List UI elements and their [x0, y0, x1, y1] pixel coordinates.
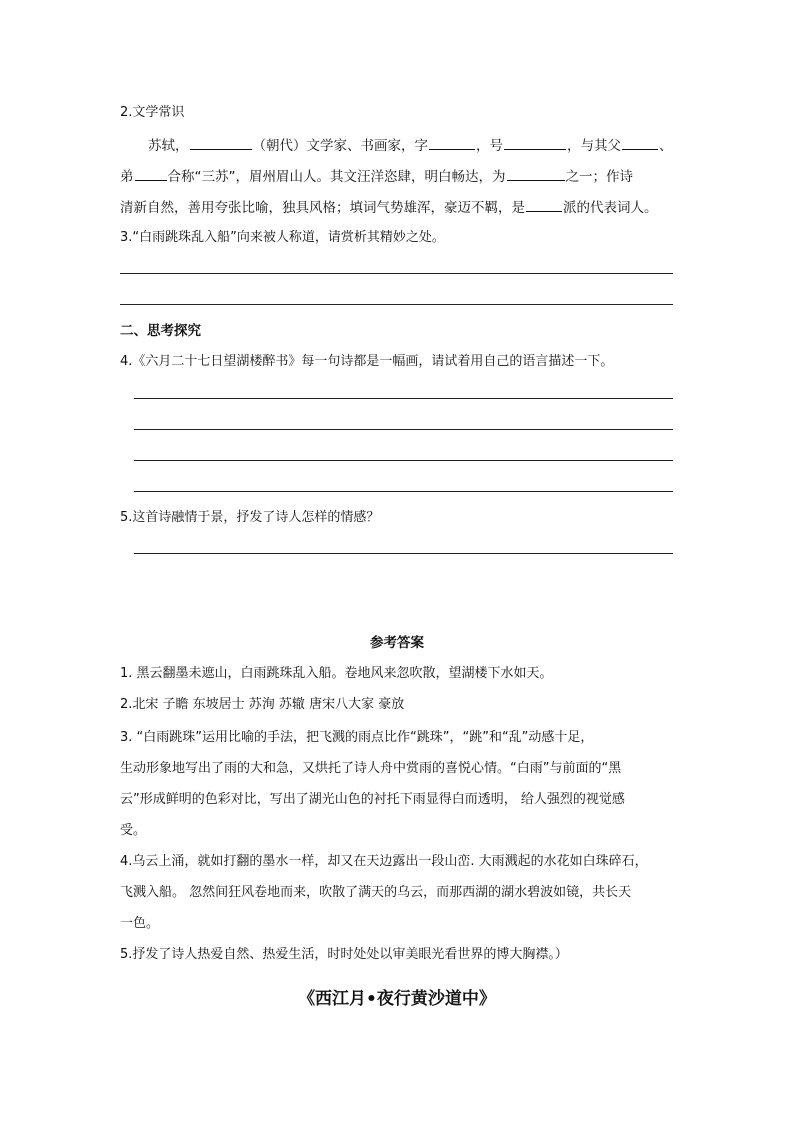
q2-heading: 2.文学常识	[120, 105, 185, 120]
q3-text: 3.“白雨跳珠乱入船”向来被人称道，请赏析其精妙之处。	[120, 230, 445, 245]
q4-answer-line-2[interactable]	[134, 429, 673, 430]
answer-3-line-4: 受。	[120, 823, 147, 838]
answer-4-line-1: 4.乌云上涌，就如打翻的墨水一样，却又在天边露出一段山峦. 大雨溅起的水花如白珠碎石，	[120, 854, 648, 869]
q5-answer-line[interactable]	[134, 553, 673, 554]
q5-text: 5.这首诗融情于景，抒发了诗人怎样的情感？	[120, 510, 380, 525]
q2-line1-a: 苏轼，	[148, 138, 189, 154]
answer-3-line-2: 生动形象地写出了雨的大和急，又烘托了诗人舟中赏雨的喜悦心情。“白雨”与前面的“黑	[120, 761, 622, 776]
blank-brother[interactable]	[135, 167, 167, 181]
q2-line1-e: 、	[659, 138, 673, 154]
blank-eight-masters[interactable]	[507, 167, 565, 181]
q2-line-1	[148, 136, 673, 155]
q4-text: 4.《六月二十七日望湖楼醉书》每一句诗都是一幅画，请试着用自己的语言描述一下。	[120, 354, 614, 369]
q3-answer-line-1[interactable]	[120, 273, 673, 274]
answers-heading: 参考答案	[370, 635, 424, 651]
next-poem-title: 《西江月•夜行黄沙道中》	[298, 989, 496, 1009]
section-heading-thinking: 二、思考探究	[120, 323, 201, 339]
q2-line1-c: ，号	[476, 138, 503, 154]
q4-answer-line-1[interactable]	[134, 398, 673, 399]
blank-pseudonym[interactable]	[504, 136, 566, 150]
q2-line2-b: 合称“三苏”，眉州眉山人。其文汪洋恣肆，明白畅达，为	[167, 169, 506, 185]
blank-school[interactable]	[526, 198, 562, 212]
q2-line-3	[120, 198, 658, 217]
q4-answer-line-3[interactable]	[134, 460, 673, 461]
q4-answer-line-4[interactable]	[134, 491, 673, 492]
answer-1: 1. 黑云翻墨未遮山，白雨跳珠乱入船。卷地风来忽吹散，望湖楼下水如天。	[120, 666, 553, 681]
blank-father[interactable]	[622, 136, 658, 150]
q2-line2-c: 之一；作诗	[565, 169, 633, 185]
answer-3-line-3: 云”形成鲜明的色彩对比，写出了湖光山色的衬托下雨显得白而透明， 给人强烈的视觉感	[120, 792, 625, 807]
q2-line1-b: （朝代）文学家、书画家，字	[252, 138, 428, 154]
q2-line3-a: 清新自然，善用夸张比喻，独具风格；填词气势雄浑，豪迈不羁，是	[120, 200, 525, 216]
q2-line1-d: ，与其父	[567, 138, 621, 154]
answer-3-line-1: 3. “白雨跳珠”运用比喻的手法，把飞溅的雨点比作“跳珠”，“跳”和“乱”动感十足，	[120, 730, 594, 745]
blank-dynasty[interactable]	[190, 136, 252, 150]
q2-line2-a: 弟	[120, 169, 134, 185]
blank-courtesy-name[interactable]	[429, 136, 475, 150]
answer-4-line-3: 一色。	[120, 916, 160, 931]
q3-answer-line-2[interactable]	[120, 304, 673, 305]
answer-4-line-2: 飞溅入船。 忽然间狂风卷地而来，吹散了满天的乌云，而那西湖的湖水碧波如镜，共长天	[120, 885, 632, 900]
q2-line-2	[120, 167, 633, 186]
answer-5: 5.抒发了诗人热爱自然、热爱生活，时时处处以审美眼光看世界的博大胸襟。）	[120, 947, 568, 962]
q2-line3-b: 派的代表词人。	[563, 200, 658, 216]
answer-2: 2.北宋 子瞻 东坡居士 苏洵 苏辙 唐宋八大家 豪放	[120, 697, 405, 712]
